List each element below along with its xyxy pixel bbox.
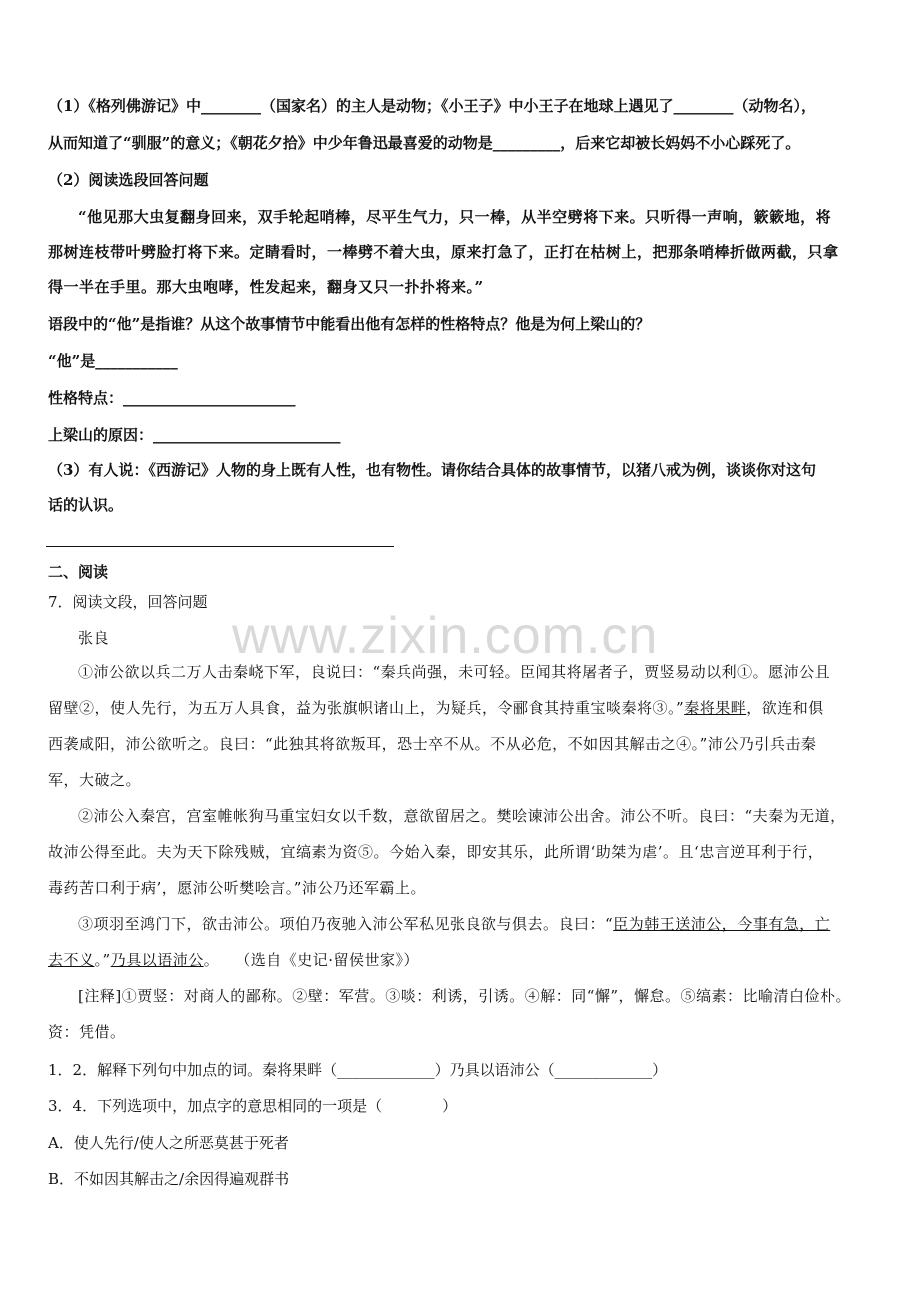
p1-line4-seg: 军，大破之。	[48, 771, 142, 789]
p1-line2	[48, 698, 920, 718]
underlined-sentence-qin-jiang-guo-pan: 秦将果畔	[684, 699, 747, 717]
p1-line4	[48, 770, 920, 790]
section-heading: 二、阅读	[48, 563, 109, 581]
q2-question: 语段中的“他”是指谁？从这个故事情节中能看出他有怎样的性格特点？他是为何上梁山的？	[48, 315, 651, 333]
p1-line2-seg3: ，欲连和俱	[746, 699, 824, 717]
q12-explain-words: 1．2．解释下列句中加点的词。秦将果畔（_____________）乃具以语沛公（_____________）	[48, 1061, 668, 1079]
underlined-sentence-chen-wei-han-wang: 臣为韩王送沛公，今事有急，亡	[613, 915, 831, 933]
underlined-sentence-qu-bu-yi: 去不义	[48, 951, 95, 969]
q2-answer-trait: 性格特点：_______________________	[48, 389, 296, 407]
option-b: B．不如因其解击之/余因得遍观群书	[48, 1170, 290, 1188]
notes-line2: 资：凭借。	[48, 1023, 126, 1041]
q1-line2: 从而知道了“驯服”的意义；《朝花夕拾》中少年鲁迅最喜爱的动物是_________，后来它却被长妈妈不小心踩死了。	[48, 134, 801, 152]
q7-title: 7．阅读文段，回答问题	[48, 593, 208, 611]
passage-title: 张良	[78, 629, 110, 647]
p2-line3: 毒药苦口利于病’，愿沛公听樊哙言。”沛公乃还军霸上。	[48, 879, 426, 897]
underlined-sentence-nai-ju-yi-yu: 乃具以语沛公	[110, 951, 204, 969]
p3-line2	[48, 950, 920, 970]
p2-line2: 故沛公得至此。夫为天下除残贼，宜缟素为资⑤。今始入秦，即安其乐，此所谓‘助桀为虐’。且‘忠言逆耳利于行，	[48, 843, 824, 861]
p3-line2-seg4: 。 （选自《史记·留侯世家》）	[203, 951, 419, 969]
q2-passage-line2: 那树连枝带叶劈脸打将下来。定睛看时，一棒劈不着大虫，原来打急了，正打在枯树上，把那条哨棒折做两截，只拿	[48, 243, 839, 261]
p1-line1	[78, 662, 920, 682]
answer-rule	[46, 546, 394, 547]
p1-line3-seg: 西袭咸阳，沛公欲听之。良曰：“此独其将欲叛耳，恐士卒不从。不从必危，不如因其解击之④。”沛公乃引兵击秦	[48, 735, 817, 753]
option-a: A．使人先行/使人之所恶莫甚于死者	[48, 1134, 289, 1152]
q2-answer-he: “他”是___________	[48, 352, 178, 370]
p3-line1-seg1: ③项羽至鸿门下，欲击沛公。项伯乃夜驰入沛公军私见张良欲与俱去。良曰：“	[78, 915, 614, 933]
q1-line1: （1）《格列佛游记》中________（国家名）的主人是动物；《小王子》中小王子在地球上遇见了________（动物名），	[48, 97, 816, 115]
notes-line1: [注释]①贾竖：对商人的鄙称。②壁：军营。③啖：利诱，引诱。④解：同“懈”，懈怠。⑤缟素：比喻清白俭朴。	[78, 987, 852, 1005]
q3-line2: 话的认识。	[48, 496, 124, 514]
p2-line1: ②沛公入秦宫，宫室帷帐狗马重宝妇女以千数，意欲留居之。樊哙谏沛公出舍。沛公不听。良曰：“夫秦为无道，	[78, 807, 846, 825]
q3-line1: （3）有人说：《西游记》人物的身上既有人性，也有物性。请你结合具体的故事情节，以猪八戒为例，谈谈你对这句	[48, 461, 816, 479]
q2-answer-reason: 上梁山的原因：_________________________	[48, 426, 341, 444]
p1-line3	[48, 734, 920, 754]
p3-line2-seg2: 。”	[94, 951, 111, 969]
q2-passage-line1: “他见那大虫复翻身回来，双手轮起哨棒，尽平生气力，只一棒，从半空劈将下来。只听得一声响，簌簌地，将	[78, 208, 832, 226]
q34-same-meaning: 3．4．下列选项中，加点字的意思相同的一项是（ ）	[48, 1097, 458, 1115]
p1-line1-seg: ①沛公欲以兵二万人击秦峣下军，良说曰：“秦兵尚强，未可轻。臣闻其将屠者子，贾竖易动以利①。愿沛公且	[78, 663, 831, 681]
q2-title: （2）阅读选段回答问题	[48, 171, 209, 189]
p1-line2-seg1: 留壁②，使人先行，为五万人具食，益为张旗帜诸山上，为疑兵，令郦食其持重宝啖秦将③。”	[48, 699, 685, 717]
q2-passage-line3: 得一半在手里。那大虫咆哮，性发起来，翻身又只一扑扑将来。”	[48, 278, 484, 296]
p3-line1	[78, 914, 920, 934]
watermark: www.zixin.com.cn	[232, 607, 659, 665]
